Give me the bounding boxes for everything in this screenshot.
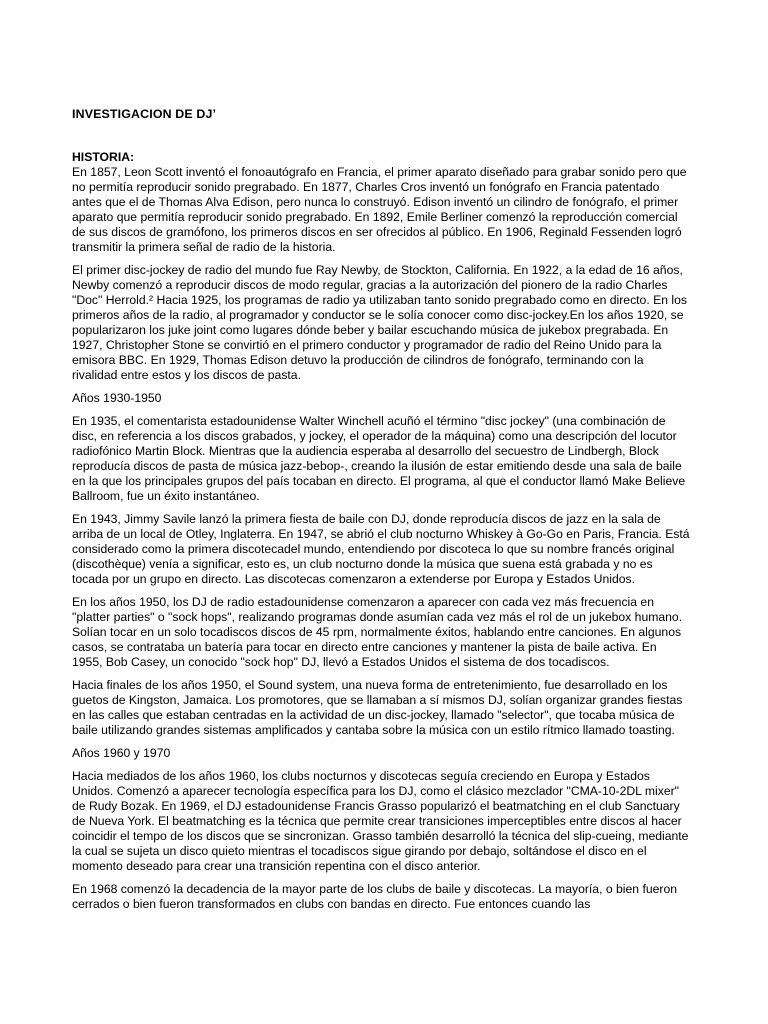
paragraph: En 1935, el comentarista estadounidense Walter Winchell acuñó el término "disc jockey" (una combinación de disc, en referencia a los discos grabados, y jockey, el operador de la máquina) como una descripción del locutor radiofónico Martin Block. Mientras que la audiencia esperaba al desarrollo del secuestro de Lindbergh, Block reproducía discos de pasta de música jazz-bebop-, creando la ilusión de estar emitiendo desde una sala de baile en la que los principales grupos del país tocaban en directo. El programa, al que el conductor llamó Make Believe Ballroom, fue un éxito instantáneo.: [72, 414, 686, 503]
document-content: [72, 106, 690, 920]
paragraph: En 1857, Leon Scott inventó el fonoautógrafo en Francia, el primer aparato diseñado para grabar sonido pero que no permitía reproducir sonido pregrabado. En 1877, Charles Cros inventó un fonógrafo en Francia patentado antes que el de Thomas Alva Edison, pero nunca lo construyó. Edison inventó un cilindro de fonógrafo, el primer aparato que permitía reproducir sonido pregrabado. En 1892, Emile Berliner comenzó la reproducción comercial de sus discos de gramófono, los primeros discos en ser ofrecidos al público. En 1906, Reginald Fessenden logró transmitir la primera señal de radio de la historia.: [72, 165, 687, 254]
paragraph: En 1943, Jimmy Savile lanzó la primera fiesta de baile con DJ, donde reproducía discos de jazz en la sala de arriba de un local de Otley, Inglaterra. En 1947, se abrió el club nocturno Whiskey à Go-Go en Paris, Francia. Está considerado como la primera discotecadel mundo, entendiendo por discoteca lo que su nombre francés original (discothèque) venía a significar, esto es, un club nocturno donde la música que suena está grabada y no es tocada por un grupo en directo. Las discotecas comenzaron a extenderse por Europa y Estados Unidos.: [72, 512, 690, 586]
section-heading: HISTORIA:: [72, 150, 135, 164]
subheading: Años 1930-1950: [72, 391, 162, 405]
paragraph: Hacia mediados de los años 1960, los clubs nocturnos y discotecas seguía creciendo en Europa y Estados Unidos. Comenzó a aparecer tecnología específica para los DJ, como el clásico mezclador "CMA-10-2DL mixer" de Rudy Bozak. En 1969, el DJ estadounidense Francis Grasso popularizó el beatmatching en el club Sanctuary de Nueva York. El beatmatching es la técnica que permite crear transiciones imperceptibles entre discos al hacer coincidir el tempo de los discos que se sincronizan. Grasso también desarrolló la técnica del slip-cueing, mediante la cual se sujeta un disco quieto mientras el tocadiscos sigue girando por debajo, soltándose el disco en el momento deseado para crear una transición repentina con el disco anterior.: [72, 769, 689, 873]
paragraph: El primer disc-jockey de radio del mundo fue Ray Newby, de Stockton, California. En 1922, a la edad de 16 años, Newby comenzó a reproducir discos de modo regular, gracias a la autorización del pionero de la radio Charles "Doc" Herrold.² Hacia 1925, los programas de radio ya utilizaban tanto sonido pregrabado como en directo. En los primeros años de la radio, al programador y conductor se le solía conocer como disc-jockey.En los años 1920, se popularizaron los juke joint como lugares dónde beber y bailar escuchando música de jukebox pregrabada. En 1927, Christopher Stone se convirtió en el primero conductor y programador de radio del Reino Unido para la emisora BBC. En 1929, Thomas Edison detuvo la producción de cilindros de fonógrafo, terminando con la rivalidad entre estos y los discos de pasta.: [72, 263, 687, 382]
paragraph: En los años 1950, los DJ de radio estadounidense comenzaron a aparecer con cada vez más frecuencia en "platter parties" o "sock hops", realizando programas donde asumían cada vez más el rol de un jukebox humano. Solían tocar en un solo tocadiscos discos de 45 rpm, normalmente éxitos, hablando entre canciones. En algunos casos, se contrataba un batería para tocar en directo entre canciones y mantener la pista de baile activa. En 1955, Bob Casey, un conocido "sock hop" DJ, llevó a Estados Unidos el sistema de dos tocadiscos.: [72, 595, 683, 669]
paragraph: En 1968 comenzó la decadencia de la mayor parte de los clubs de baile y discotecas. La mayoría, o bien fueron cerrados o bien fueron transformados en clubs con bandas en directo. Fue entonces cuando las: [72, 882, 678, 911]
subheading: Años 1960 y 1970: [72, 746, 171, 760]
document-title: INVESTIGACION DE DJ’: [72, 107, 217, 121]
paragraph: Hacia finales de los años 1950, el Sound system, una nueva forma de entretenimiento, fue desarrollado en los guetos de Kingston, Jamaica. Los promotores, que se llamaban a sí mismos DJ, solían organizar grandes fiestas en las calles que estaban centradas en la actividad de un disc-jockey, llamado "selector", que tocaba música de baile utilizando grandes sistemas amplificados y cantaba sobre la música con un estilo rítmico llamado toasting.: [72, 678, 683, 737]
